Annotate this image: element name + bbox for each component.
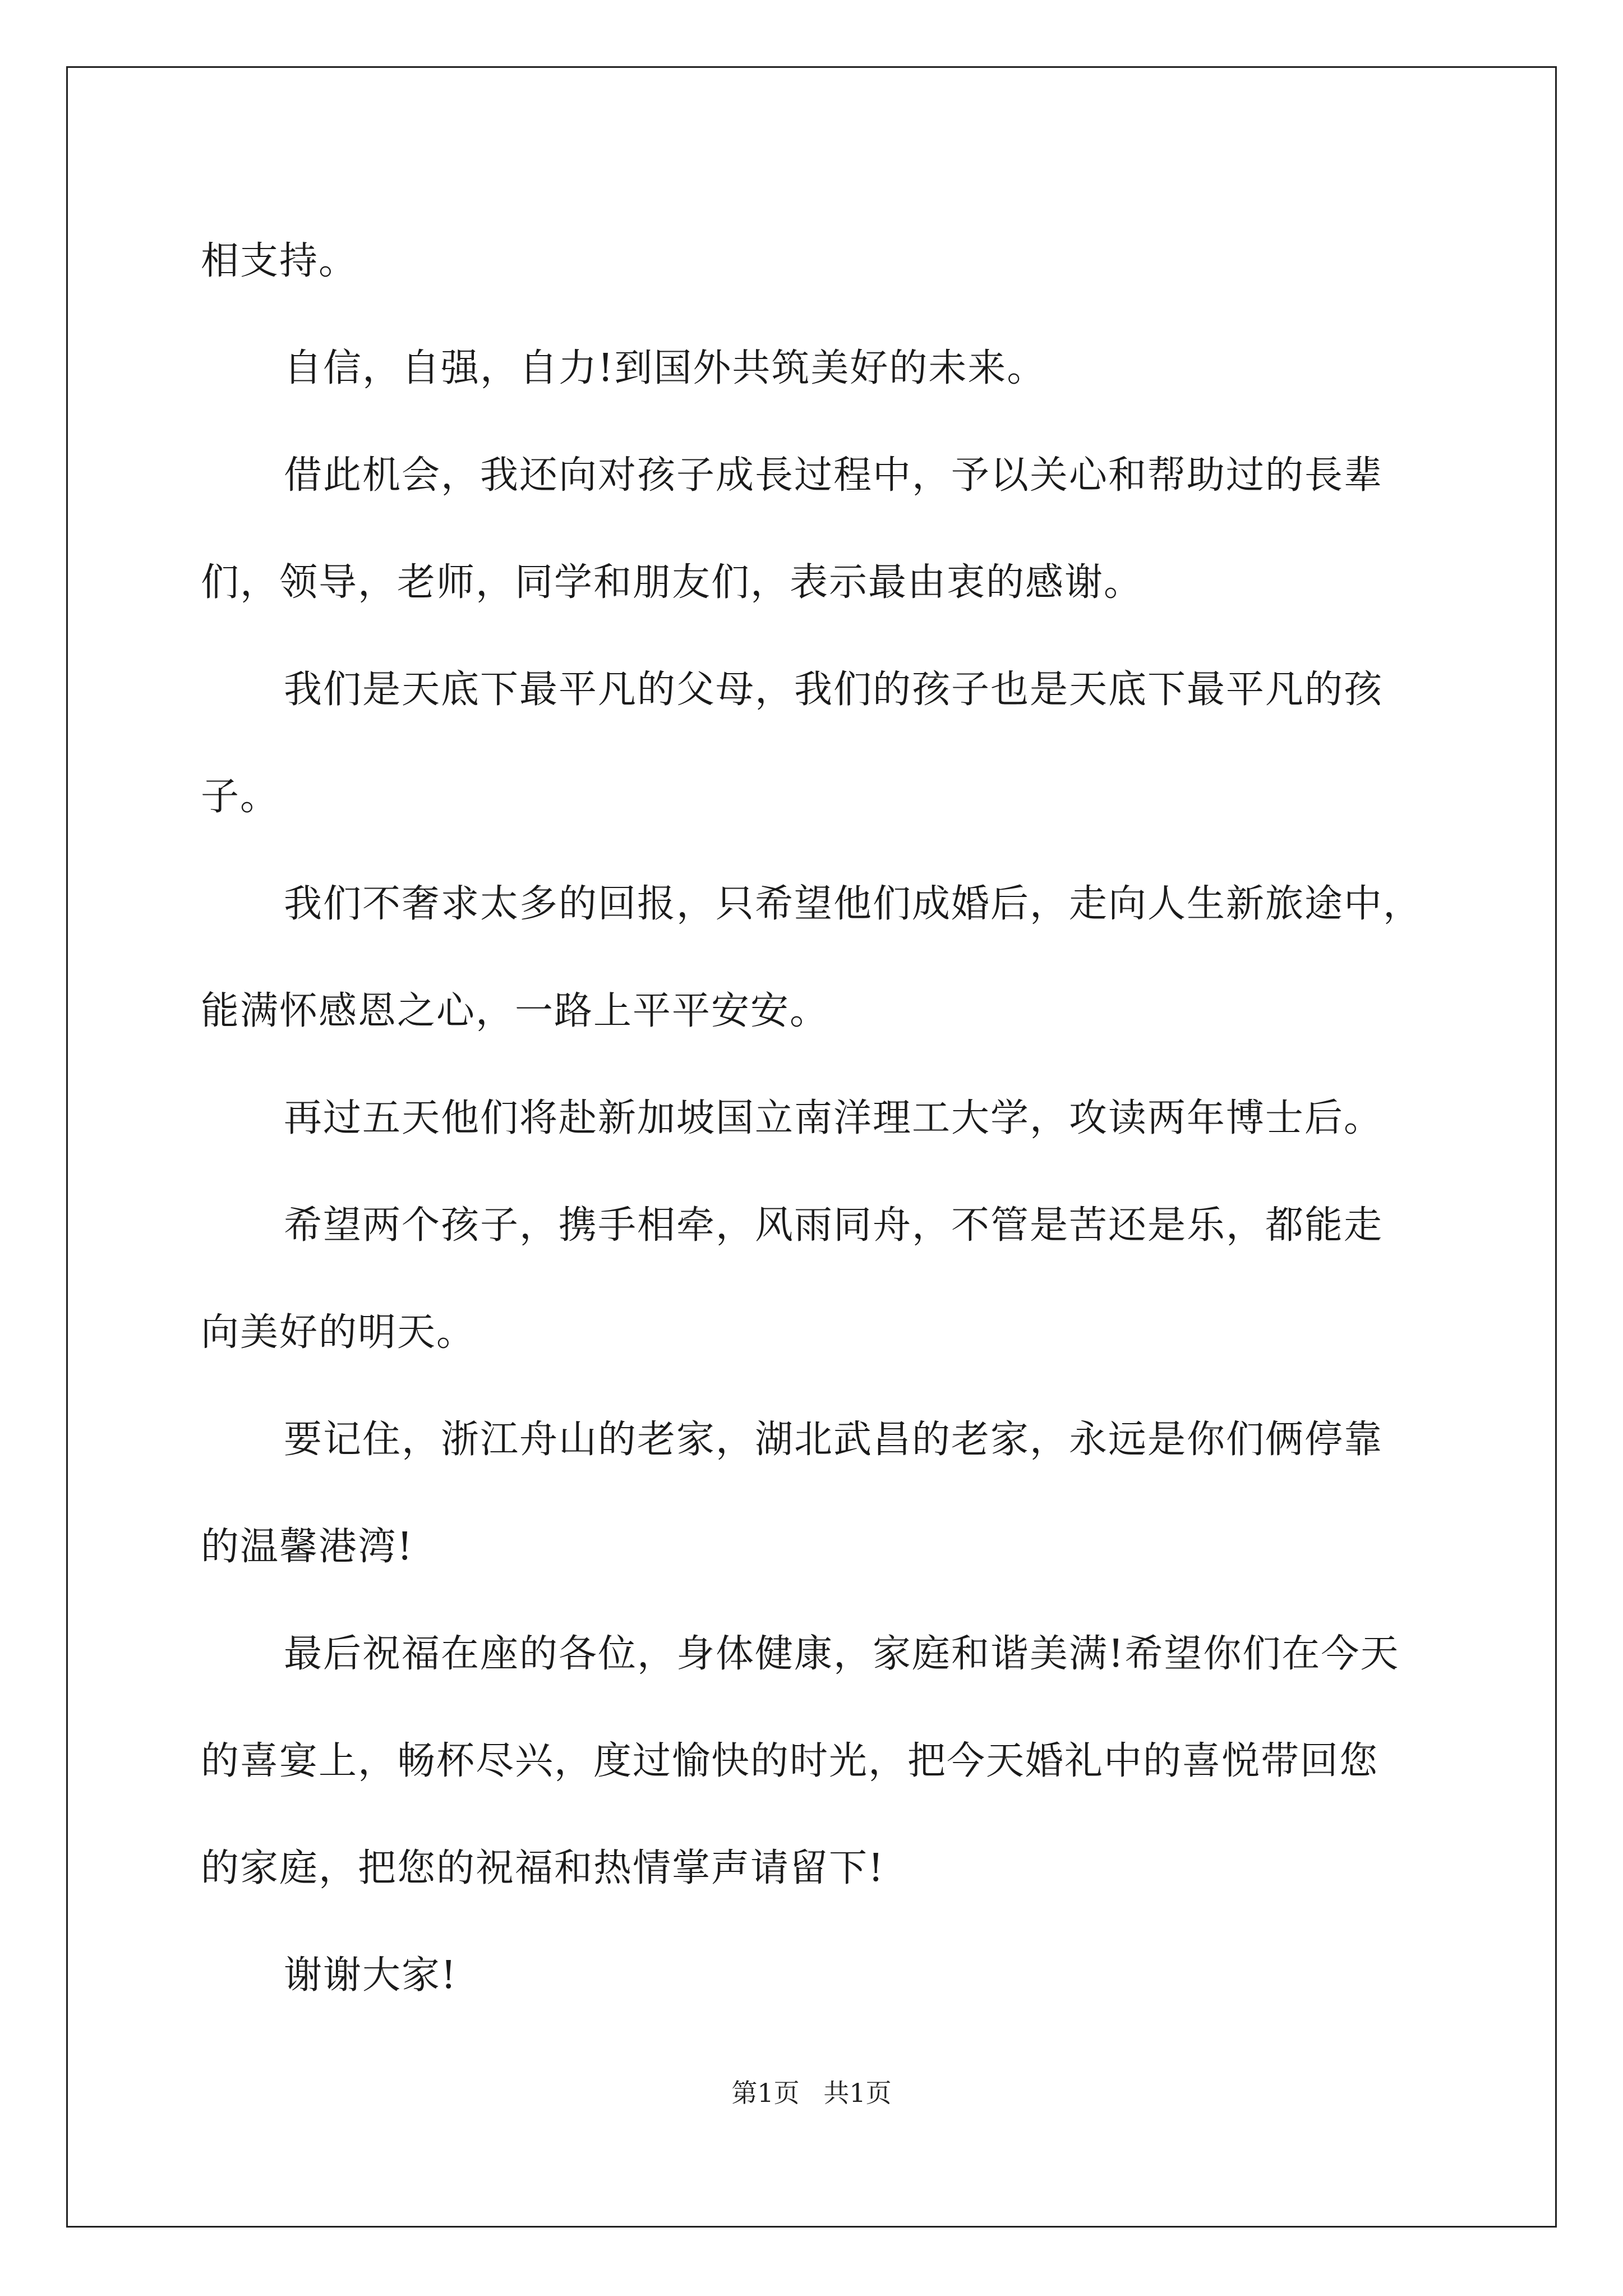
text-line: 希望两个孩子，携手相牵，风雨同舟，不管是苦还是乐，都能走 <box>284 1203 1384 1248</box>
text-line: 我们不奢求太多的回报，只希望他们成婚后，走向人生新旅途中， <box>284 882 1423 926</box>
text-line: 最后祝福在座的各位，身体健康，家庭和谐美满!希望你们在今天 <box>284 1632 1400 1676</box>
text-line: 能满怀感恩之心，一路上平平安安。 <box>201 989 829 1033</box>
text-line: 借此机会，我还向对孩子成長过程中，予以关心和帮助过的長辈 <box>284 453 1384 498</box>
text-line: 相支持。 <box>201 239 358 283</box>
text-line: 要记住，浙江舟山的老家，湖北武昌的老家，永远是你们俩停靠 <box>284 1418 1384 1462</box>
text-line: 谢谢大家! <box>284 1953 458 1998</box>
text-line: 再过五天他们将赴新加坡国立南洋理工大学，攻读两年博士后。 <box>284 1096 1384 1140</box>
text-line: 向美好的明天。 <box>201 1310 476 1355</box>
text-line: 的喜宴上，畅杯尽兴，度过愉快的时光，把今天婚礼中的喜悦带回您 <box>201 1739 1379 1783</box>
text-line: 子。 <box>201 775 280 819</box>
text-line: 我们是天底下最平凡的父母，我们的孩子也是天底下最平凡的孩 <box>284 668 1384 712</box>
text-line: 的家庭，把您的祝福和热情掌声请留下! <box>201 1846 885 1890</box>
document-body <box>201 208 1435 2029</box>
text-line: 的温馨港湾! <box>201 1525 414 1569</box>
page-number-total: 共1页 <box>823 2078 892 2108</box>
page-footer <box>0 2073 1623 2110</box>
page-number-current: 第1页 <box>731 2078 800 2108</box>
text-line: 们，领导，老师，同学和朋友们，表示最由衷的感谢。 <box>201 560 1144 605</box>
text-line: 自信，自强，自力!到国外共筑美好的未来。 <box>284 346 1046 390</box>
